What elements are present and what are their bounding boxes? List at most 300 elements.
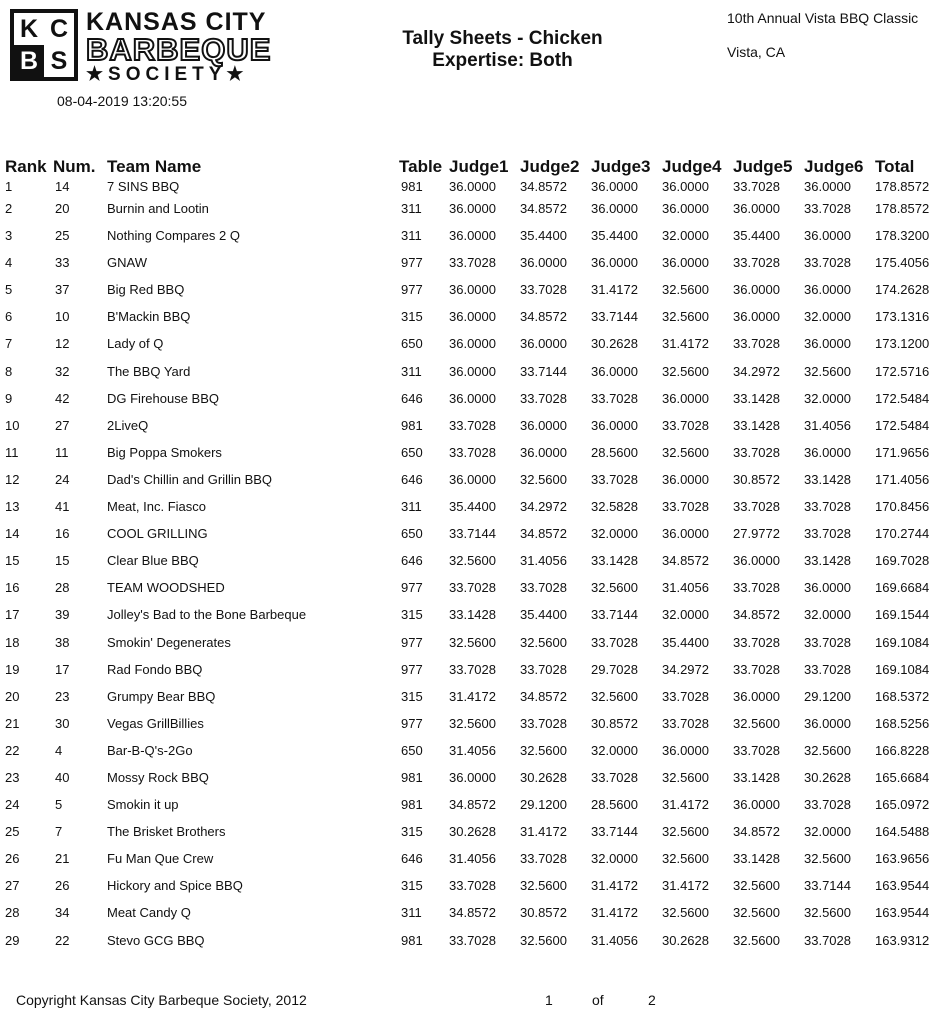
cell-total: 173.1316: [875, 309, 930, 325]
column-header-judge3: Judge3: [591, 157, 651, 176]
cell-num: 37: [55, 282, 70, 298]
cell-judge5: 33.1428: [733, 417, 780, 433]
cell-table: 646: [401, 390, 423, 406]
cell-judge6: 36.0000: [804, 715, 851, 731]
cell-judge3: 29.7028: [591, 661, 638, 677]
cell-judge1: 33.7028: [449, 878, 496, 894]
report-timestamp: 08-04-2019 13:20:55: [57, 93, 187, 109]
cell-rank: 5: [5, 282, 13, 298]
cell-judge1: 33.1428: [449, 607, 496, 623]
cell-judge4: 32.5600: [662, 282, 709, 298]
cell-team-name: Clear Blue BBQ: [107, 553, 199, 569]
cell-judge1: 32.5600: [449, 553, 496, 569]
cell-team-name: Smokin' Degenerates: [107, 634, 231, 650]
cell-judge5: 34.2972: [733, 363, 780, 379]
cell-judge4: 33.7028: [662, 688, 709, 704]
cell-total: 171.9656: [875, 444, 930, 460]
cell-num: 40: [55, 769, 70, 785]
cell-judge6: 32.0000: [804, 309, 851, 325]
cell-table: 981: [401, 797, 423, 813]
cell-total: 172.5716: [875, 363, 930, 379]
cell-judge2: 34.8572: [520, 179, 567, 194]
cell-judge1: 33.7028: [449, 932, 496, 948]
cell-judge3: 31.4172: [591, 282, 638, 298]
cell-table: 981: [401, 179, 423, 194]
cell-rank: 13: [5, 499, 20, 515]
cell-judge5: 34.8572: [733, 607, 780, 623]
cell-judge4: 36.0000: [662, 179, 709, 194]
table-row: [5, 253, 943, 280]
cell-total: 163.9544: [875, 905, 930, 921]
cell-team-name: GNAW: [107, 255, 147, 271]
cell-judge1: 32.5600: [449, 715, 496, 731]
cell-table: 977: [401, 661, 423, 677]
cell-total: 170.2744: [875, 526, 930, 542]
cell-judge1: 33.7144: [449, 526, 496, 542]
cell-judge6: 32.0000: [804, 607, 851, 623]
column-header-judge5: Judge5: [733, 157, 793, 176]
cell-judge3: 32.0000: [591, 526, 638, 542]
cell-judge6: 36.0000: [804, 282, 851, 298]
cell-num: 23: [55, 688, 70, 704]
column-header-judge2: Judge2: [520, 157, 580, 176]
cell-judge6: 32.0000: [804, 390, 851, 406]
cell-team-name: Big Poppa Smokers: [107, 444, 222, 460]
cell-rank: 2: [5, 201, 13, 216]
cell-judge5: 33.1428: [733, 390, 780, 406]
cell-judge6: 32.5600: [804, 851, 851, 867]
cell-judge3: 30.2628: [591, 336, 638, 352]
cell-judge6: 32.5600: [804, 742, 851, 758]
cell-rank: 14: [5, 526, 20, 542]
cell-judge2: 31.4172: [520, 824, 567, 840]
cell-total: 163.9544: [875, 878, 930, 894]
cell-judge4: 34.2972: [662, 661, 709, 677]
cell-total: 169.1084: [875, 634, 930, 650]
cell-rank: 12: [5, 471, 20, 487]
cell-total: 168.5256: [875, 715, 930, 731]
cell-judge6: 33.1428: [804, 553, 851, 569]
cell-total: 178.3200: [875, 228, 930, 244]
cell-judge6: 32.0000: [804, 824, 851, 840]
page-total: 2: [648, 992, 656, 1008]
title-line-category: Tally Sheets - Chicken: [402, 28, 603, 49]
table-row: [5, 903, 943, 930]
cell-judge5: 30.8572: [733, 471, 780, 487]
table-header-row: [5, 157, 943, 177]
cell-team-name: B'Mackin BBQ: [107, 309, 191, 325]
cell-judge3: 28.5600: [591, 797, 638, 813]
cell-rank: 28: [5, 905, 20, 921]
cell-table: 311: [401, 499, 422, 515]
cell-table: 981: [401, 769, 423, 785]
column-header-table: Table: [399, 157, 443, 176]
cell-judge5: 36.0000: [733, 688, 780, 704]
cell-judge4: 31.4056: [662, 580, 709, 596]
column-header-team-name: Team Name: [107, 157, 202, 176]
table-row: [5, 334, 943, 361]
cell-judge5: 32.5600: [733, 905, 780, 921]
cell-judge3: 33.7028: [591, 390, 638, 406]
cell-rank: 16: [5, 580, 20, 596]
cell-team-name: Bar-B-Q's-2Go: [107, 742, 193, 758]
cell-judge1: 36.0000: [449, 228, 496, 244]
event-name: 10th Annual Vista BBQ Classic: [727, 10, 919, 26]
cell-judge4: 31.4172: [662, 878, 709, 894]
cell-total: 168.5372: [875, 688, 930, 704]
cell-team-name: Nothing Compares 2 Q: [107, 228, 240, 244]
cell-judge2: 33.7028: [520, 390, 567, 406]
cell-judge4: 32.5600: [662, 363, 709, 379]
kcbs-logo: [10, 9, 282, 84]
table-row: [5, 551, 943, 578]
cell-judge5: 33.7028: [733, 580, 780, 596]
cell-team-name: Burnin and Lootin: [107, 201, 209, 216]
cell-judge6: 30.2628: [804, 769, 851, 785]
cell-num: 34: [55, 905, 70, 921]
cell-judge2: 34.8572: [520, 201, 567, 216]
cell-num: 15: [55, 553, 70, 569]
logo-line-1: KANSAS CITY: [86, 8, 267, 36]
cell-table: 646: [401, 471, 423, 487]
cell-judge2: 35.4400: [520, 607, 567, 623]
cell-num: 22: [55, 932, 70, 948]
cell-num: 17: [55, 661, 70, 677]
cell-judge3: 30.8572: [591, 715, 638, 731]
cell-team-name: Fu Man Que Crew: [107, 851, 214, 867]
cell-judge1: 33.7028: [449, 444, 496, 460]
cell-team-name: Big Red BBQ: [107, 282, 185, 298]
cell-judge6: 29.1200: [804, 688, 851, 704]
cell-judge3: 31.4172: [591, 878, 638, 894]
logo-letter: C: [49, 15, 69, 43]
cell-total: 173.1200: [875, 336, 930, 352]
cell-team-name: Smokin it up: [107, 797, 179, 813]
cell-total: 163.9312: [875, 932, 930, 948]
cell-judge2: 36.0000: [520, 417, 567, 433]
cell-judge3: 36.0000: [591, 417, 638, 433]
cell-judge6: 33.7028: [804, 634, 851, 650]
cell-team-name: TEAM WOODSHED: [107, 580, 225, 596]
cell-judge6: 36.0000: [804, 179, 851, 194]
cell-judge4: 31.4172: [662, 797, 709, 813]
cell-team-name: Rad Fondo BBQ: [107, 661, 203, 677]
cell-rank: 21: [5, 715, 20, 731]
cell-table: 650: [401, 742, 423, 758]
logo-line-3: ★SOCIETY★: [86, 64, 249, 85]
cell-judge4: 34.8572: [662, 553, 709, 569]
cell-total: 169.6684: [875, 580, 930, 596]
page-of-label: of: [592, 992, 604, 1008]
cell-total: 166.8228: [875, 742, 930, 758]
cell-judge5: 33.7028: [733, 742, 780, 758]
table-row: [5, 714, 943, 741]
cell-judge5: 36.0000: [733, 282, 780, 298]
table-row: [5, 741, 943, 768]
cell-judge1: 32.5600: [449, 634, 496, 650]
cell-table: 981: [401, 932, 423, 948]
cell-judge2: 32.5600: [520, 471, 567, 487]
table-row: [5, 605, 943, 632]
cell-judge6: 32.5600: [804, 363, 851, 379]
cell-judge1: 36.0000: [449, 336, 496, 352]
cell-num: 41: [55, 499, 70, 515]
cell-judge1: 33.7028: [449, 661, 496, 677]
cell-judge6: 36.0000: [804, 444, 851, 460]
cell-rank: 29: [5, 932, 20, 948]
cell-team-name: Jolley's Bad to the Bone Barbeque: [107, 607, 307, 623]
cell-rank: 18: [5, 634, 20, 650]
cell-rank: 17: [5, 607, 20, 623]
cell-rank: 1: [5, 179, 13, 194]
cell-judge3: 28.5600: [591, 444, 638, 460]
cell-judge6: 36.0000: [804, 228, 851, 244]
cell-total: 165.6684: [875, 769, 930, 785]
cell-judge1: 35.4400: [449, 499, 496, 515]
cell-num: 20: [55, 201, 70, 216]
cell-team-name: Meat, Inc. Fiasco: [107, 499, 206, 515]
cell-judge4: 36.0000: [662, 201, 709, 216]
table-row: [5, 633, 943, 660]
cell-judge4: 31.4172: [662, 336, 709, 352]
cell-team-name: DG Firehouse BBQ: [107, 390, 219, 406]
cell-judge5: 36.0000: [733, 201, 780, 216]
cell-judge6: 36.0000: [804, 580, 851, 596]
cell-table: 650: [401, 336, 423, 352]
cell-judge3: 32.0000: [591, 851, 638, 867]
cell-judge4: 30.2628: [662, 932, 709, 948]
cell-judge1: 33.7028: [449, 580, 496, 596]
cell-judge6: 33.7028: [804, 201, 851, 216]
cell-table: 315: [401, 824, 423, 840]
cell-judge4: 32.5600: [662, 824, 709, 840]
cell-judge6: 33.7028: [804, 797, 851, 813]
cell-judge4: 33.7028: [662, 417, 709, 433]
cell-judge1: 36.0000: [449, 390, 496, 406]
cell-table: 311: [401, 201, 422, 216]
cell-team-name: 2LiveQ: [107, 417, 149, 433]
cell-judge2: 33.7144: [520, 363, 567, 379]
cell-rank: 10: [5, 417, 20, 433]
cell-judge6: 33.7028: [804, 255, 851, 271]
cell-table: 646: [401, 851, 423, 867]
cell-judge2: 33.7028: [520, 661, 567, 677]
table-row: [5, 307, 943, 334]
column-header-judge1: Judge1: [449, 157, 509, 176]
cell-rank: 23: [5, 769, 20, 785]
cell-judge1: 36.0000: [449, 282, 496, 298]
cell-judge2: 34.2972: [520, 499, 567, 515]
cell-judge3: 32.5600: [591, 688, 638, 704]
cell-judge3: 32.5600: [591, 580, 638, 596]
cell-table: 977: [401, 715, 423, 731]
cell-judge3: 33.7028: [591, 769, 638, 785]
cell-judge3: 35.4400: [591, 228, 638, 244]
cell-num: 16: [55, 526, 70, 542]
cell-judge3: 36.0000: [591, 255, 638, 271]
cell-judge4: 33.7028: [662, 715, 709, 731]
cell-judge3: 33.7028: [591, 634, 638, 650]
report-title: [370, 28, 635, 72]
cell-rank: 11: [5, 444, 19, 460]
cell-total: 165.0972: [875, 797, 930, 813]
cell-judge4: 36.0000: [662, 526, 709, 542]
cell-judge2: 34.8572: [520, 688, 567, 704]
cell-judge2: 32.5600: [520, 742, 567, 758]
column-header-total: Total: [875, 157, 915, 176]
cell-judge2: 30.2628: [520, 769, 567, 785]
cell-team-name: Mossy Rock BBQ: [107, 769, 209, 785]
table-row: [5, 199, 943, 226]
cell-team-name: Vegas GrillBillies: [107, 715, 204, 731]
cell-table: 977: [401, 255, 423, 271]
cell-table: 977: [401, 634, 423, 650]
cell-total: 178.8572: [875, 201, 930, 216]
cell-judge4: 36.0000: [662, 255, 709, 271]
cell-judge1: 33.7028: [449, 255, 496, 271]
table-row: [5, 849, 943, 876]
cell-judge6: 33.7028: [804, 499, 851, 515]
cell-judge6: 33.1428: [804, 471, 851, 487]
cell-judge6: 33.7028: [804, 932, 851, 948]
cell-team-name: 7 SINS BBQ: [107, 179, 180, 194]
cell-judge1: 31.4056: [449, 851, 496, 867]
table-row: [5, 687, 943, 714]
cell-team-name: The Brisket Brothers: [107, 824, 226, 840]
cell-judge1: 31.4172: [449, 688, 496, 704]
table-row: [5, 822, 943, 849]
cell-judge3: 36.0000: [591, 363, 638, 379]
cell-judge2: 36.0000: [520, 336, 567, 352]
cell-judge4: 32.5600: [662, 309, 709, 325]
table-row: [5, 226, 943, 253]
table-row: [5, 177, 943, 199]
cell-table: 977: [401, 580, 423, 596]
cell-judge4: 32.5600: [662, 851, 709, 867]
table-row: [5, 876, 943, 903]
cell-judge4: 36.0000: [662, 390, 709, 406]
cell-num: 21: [55, 851, 70, 867]
table-row: [5, 578, 943, 605]
cell-judge5: 36.0000: [733, 797, 780, 813]
cell-num: 12: [55, 336, 70, 352]
cell-team-name: Meat Candy Q: [107, 905, 191, 921]
cell-table: 650: [401, 444, 423, 460]
table-row: [5, 470, 943, 497]
cell-judge3: 33.1428: [591, 553, 638, 569]
cell-judge6: 33.7144: [804, 878, 851, 894]
cell-judge1: 34.8572: [449, 905, 496, 921]
cell-total: 164.5488: [875, 824, 930, 840]
cell-num: 24: [55, 471, 70, 487]
cell-total: 175.4056: [875, 255, 930, 271]
cell-judge5: 33.7028: [733, 444, 780, 460]
cell-num: 11: [55, 444, 69, 460]
cell-judge1: 36.0000: [449, 471, 496, 487]
cell-judge5: 33.7028: [733, 255, 780, 271]
cell-num: 25: [55, 228, 70, 244]
cell-rank: 24: [5, 797, 20, 813]
cell-total: 170.8456: [875, 499, 930, 515]
cell-judge1: 33.7028: [449, 417, 496, 433]
cell-num: 14: [55, 179, 70, 194]
cell-team-name: Dad's Chillin and Grillin BBQ: [107, 471, 273, 487]
cell-judge4: 36.0000: [662, 471, 709, 487]
cell-team-name: Grumpy Bear BBQ: [107, 688, 216, 704]
cell-judge1: 36.0000: [449, 363, 496, 379]
kcbs-logo-wordmark: [86, 9, 271, 86]
cell-judge3: 32.0000: [591, 742, 638, 758]
table-row: [5, 795, 943, 822]
column-header-judge6: Judge6: [804, 157, 864, 176]
page-number: 1: [545, 992, 553, 1008]
cell-num: 7: [55, 824, 63, 840]
cell-rank: 3: [5, 228, 13, 244]
cell-judge4: 32.0000: [662, 607, 709, 623]
cell-judge4: 33.7028: [662, 499, 709, 515]
cell-judge2: 33.7028: [520, 580, 567, 596]
cell-judge6: 32.5600: [804, 905, 851, 921]
cell-judge3: 33.7144: [591, 607, 638, 623]
cell-judge2: 33.7028: [520, 715, 567, 731]
cell-judge3: 36.0000: [591, 179, 638, 194]
cell-team-name: Stevo GCG BBQ: [107, 932, 205, 948]
cell-judge4: 35.4400: [662, 634, 709, 650]
cell-judge3: 33.7028: [591, 471, 638, 487]
cell-table: 315: [401, 688, 423, 704]
cell-judge1: 30.2628: [449, 824, 496, 840]
table-body: [5, 177, 943, 958]
cell-total: 178.8572: [875, 179, 930, 194]
cell-judge6: 33.7028: [804, 661, 851, 677]
cell-judge2: 32.5600: [520, 634, 567, 650]
column-header-judge4: Judge4: [662, 157, 722, 176]
cell-total: 169.7028: [875, 553, 930, 569]
cell-judge5: 36.0000: [733, 553, 780, 569]
cell-num: 42: [55, 390, 70, 406]
cell-judge5: 33.1428: [733, 769, 780, 785]
cell-total: 172.5484: [875, 390, 930, 406]
cell-judge2: 34.8572: [520, 309, 567, 325]
cell-judge6: 33.7028: [804, 526, 851, 542]
tally-table: [5, 157, 943, 958]
cell-team-name: The BBQ Yard: [107, 363, 191, 379]
cell-num: 39: [55, 607, 70, 623]
cell-num: 26: [55, 878, 70, 894]
cell-judge6: 31.4056: [804, 417, 851, 433]
cell-rank: 7: [5, 336, 13, 352]
cell-table: 311: [401, 228, 422, 244]
logo-letter: B: [14, 45, 44, 77]
cell-rank: 20: [5, 688, 20, 704]
copyright-text: Copyright Kansas City Barbeque Society, 2012: [16, 992, 307, 1008]
table-row: [5, 280, 943, 307]
kcbs-logo-mark: [10, 9, 78, 81]
cell-judge5: 33.1428: [733, 851, 780, 867]
cell-rank: 8: [5, 363, 13, 379]
logo-letter: S: [50, 47, 68, 75]
cell-table: 315: [401, 607, 423, 623]
cell-table: 646: [401, 553, 423, 569]
title-line-expertise: Expertise: Both: [432, 50, 573, 71]
cell-judge5: 27.9772: [733, 526, 780, 542]
cell-rank: 25: [5, 824, 20, 840]
cell-num: 30: [55, 715, 70, 731]
table-row: [5, 931, 943, 958]
cell-num: 27: [55, 417, 70, 433]
table-row: [5, 768, 943, 795]
cell-table: 981: [401, 417, 423, 433]
